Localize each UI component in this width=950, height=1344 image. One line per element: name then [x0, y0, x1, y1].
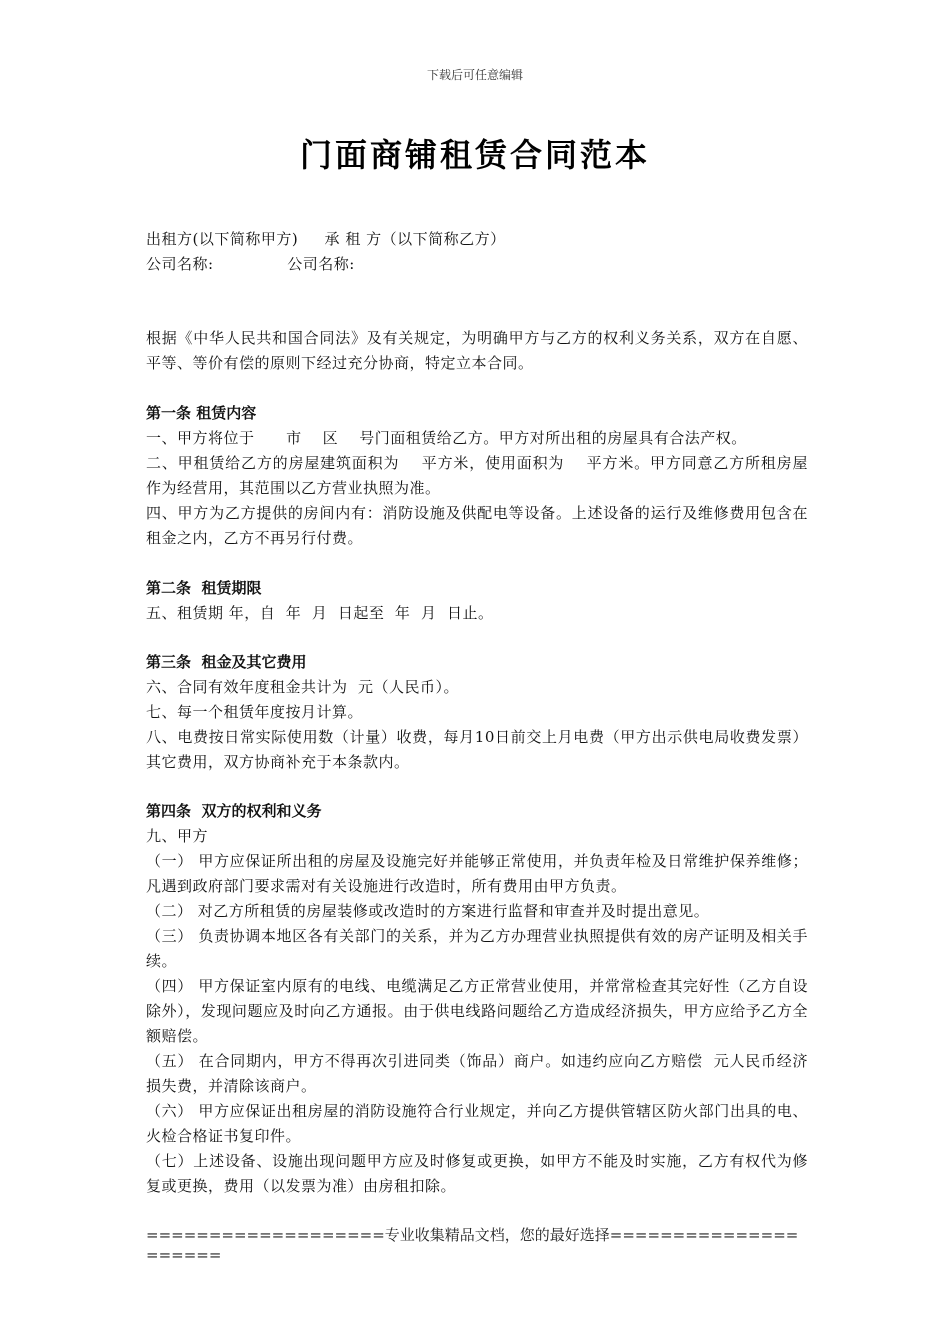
header-note: 下载后可任意编辑	[426, 68, 523, 82]
article-3-para-1: 六、合同有效年度租金共计为 元（人民币）。	[146, 678, 460, 696]
article-1-para-2: 二、甲租赁给乙方的房屋建筑面积为 平方米，使用面积为 平方米。甲方同意乙方所租房屋作为经营用，其范围以乙方营业执照为准。	[146, 454, 808, 497]
article-1-para-1: 一、甲方将位于 市 区 号门面租赁给乙方。甲方对所出租的房屋具有合法产权。	[146, 429, 747, 447]
article-1-heading: 第一条 租赁内容	[146, 404, 257, 422]
article-4-item-2: （二） 对乙方所租赁的房屋装修或改造时的方案进行监督和审查并及时提出意见。	[146, 902, 710, 920]
article-4-item-7: （七）上述设备、设施出现问题甲方应及时修复或更换，如甲方不能及时实施，乙方有权代为修复或更换，费用（以发票为准）由房租扣除。	[146, 1152, 808, 1195]
article-2-heading: 第二条 租赁期限	[146, 579, 262, 597]
preamble-text: 根据《中华人民共和国合同法》及有关规定，为明确甲方与乙方的权利义务关系，双方在自愿、平等、等价有偿的原则下经过充分协商，特定立本合同。	[146, 329, 808, 372]
article-4-item-3: （三） 负责协调本地区各有关部门的关系，并为乙方办理营业执照提供有效的房产证明及相关手续。	[146, 927, 808, 970]
document-title: 门面商铺租赁合同范本	[299, 136, 650, 174]
article-4-item-5: （五） 在合同期内，甲方不得再次引进同类（饰品）商户。如违约应向乙方赔偿 元人民币经济损失费，并清除该商户。	[146, 1052, 808, 1095]
article-4	[146, 799, 808, 1199]
article-2	[146, 576, 808, 626]
article-1-para-3: 四、甲方为乙方提供的房间内有：消防设施及供配电等设备。上述设备的运行及维修费用包含在租金之内，乙方不再另行付费。	[146, 504, 808, 547]
parties-block	[146, 227, 808, 277]
footer-banner: ===================专业收集精品文档，您的最好选择=====================	[146, 1226, 799, 1264]
article-2-para-1: 五、租赁期 年，自 年 月 日起至 年 月 日止。	[146, 604, 494, 622]
article-4-heading: 第四条 双方的权利和义务	[146, 802, 322, 820]
article-3-heading: 第三条 租金及其它费用	[146, 653, 307, 671]
article-3	[146, 650, 808, 775]
article-4-item-1: （一） 甲方应保证所出租的房屋及设施完好并能够正常使用，并负责年检及日常维护保养维修；凡遇到政府部门要求需对有关设施进行改造时，所有费用由甲方负责。	[146, 852, 808, 895]
article-4-item-6: （六） 甲方应保证出租房屋的消防设施符合行业规定，并向乙方提供管辖区防火部门出具的电、火检合格证书复印件。	[146, 1102, 808, 1145]
parties-line-2: 公司名称: 公司名称:	[146, 255, 355, 273]
article-4-subheading: 九、甲方	[146, 827, 209, 845]
article-3-para-3: 八、电费按日常实际使用数（计量）收费，每月10日前交上月电费（甲方出示供电局收费发票）其它费用，双方协商补充于本条款内。	[146, 728, 808, 771]
preamble-block	[146, 326, 808, 376]
parties-line-1: 出租方(以下简称甲方) 承 租 方（以下简称乙方）	[146, 230, 506, 248]
article-1	[146, 401, 808, 551]
article-3-para-2: 七、每一个租赁年度按月计算。	[146, 703, 364, 721]
article-4-item-4: （四） 甲方保证室内原有的电线、电缆满足乙方正常营业使用，并常常检查其完好性（乙方自设除外），发现问题应及时向乙方通报。由于供电线路问题给乙方造成经济损失，甲方应给予乙方全额赔偿。	[146, 977, 808, 1045]
